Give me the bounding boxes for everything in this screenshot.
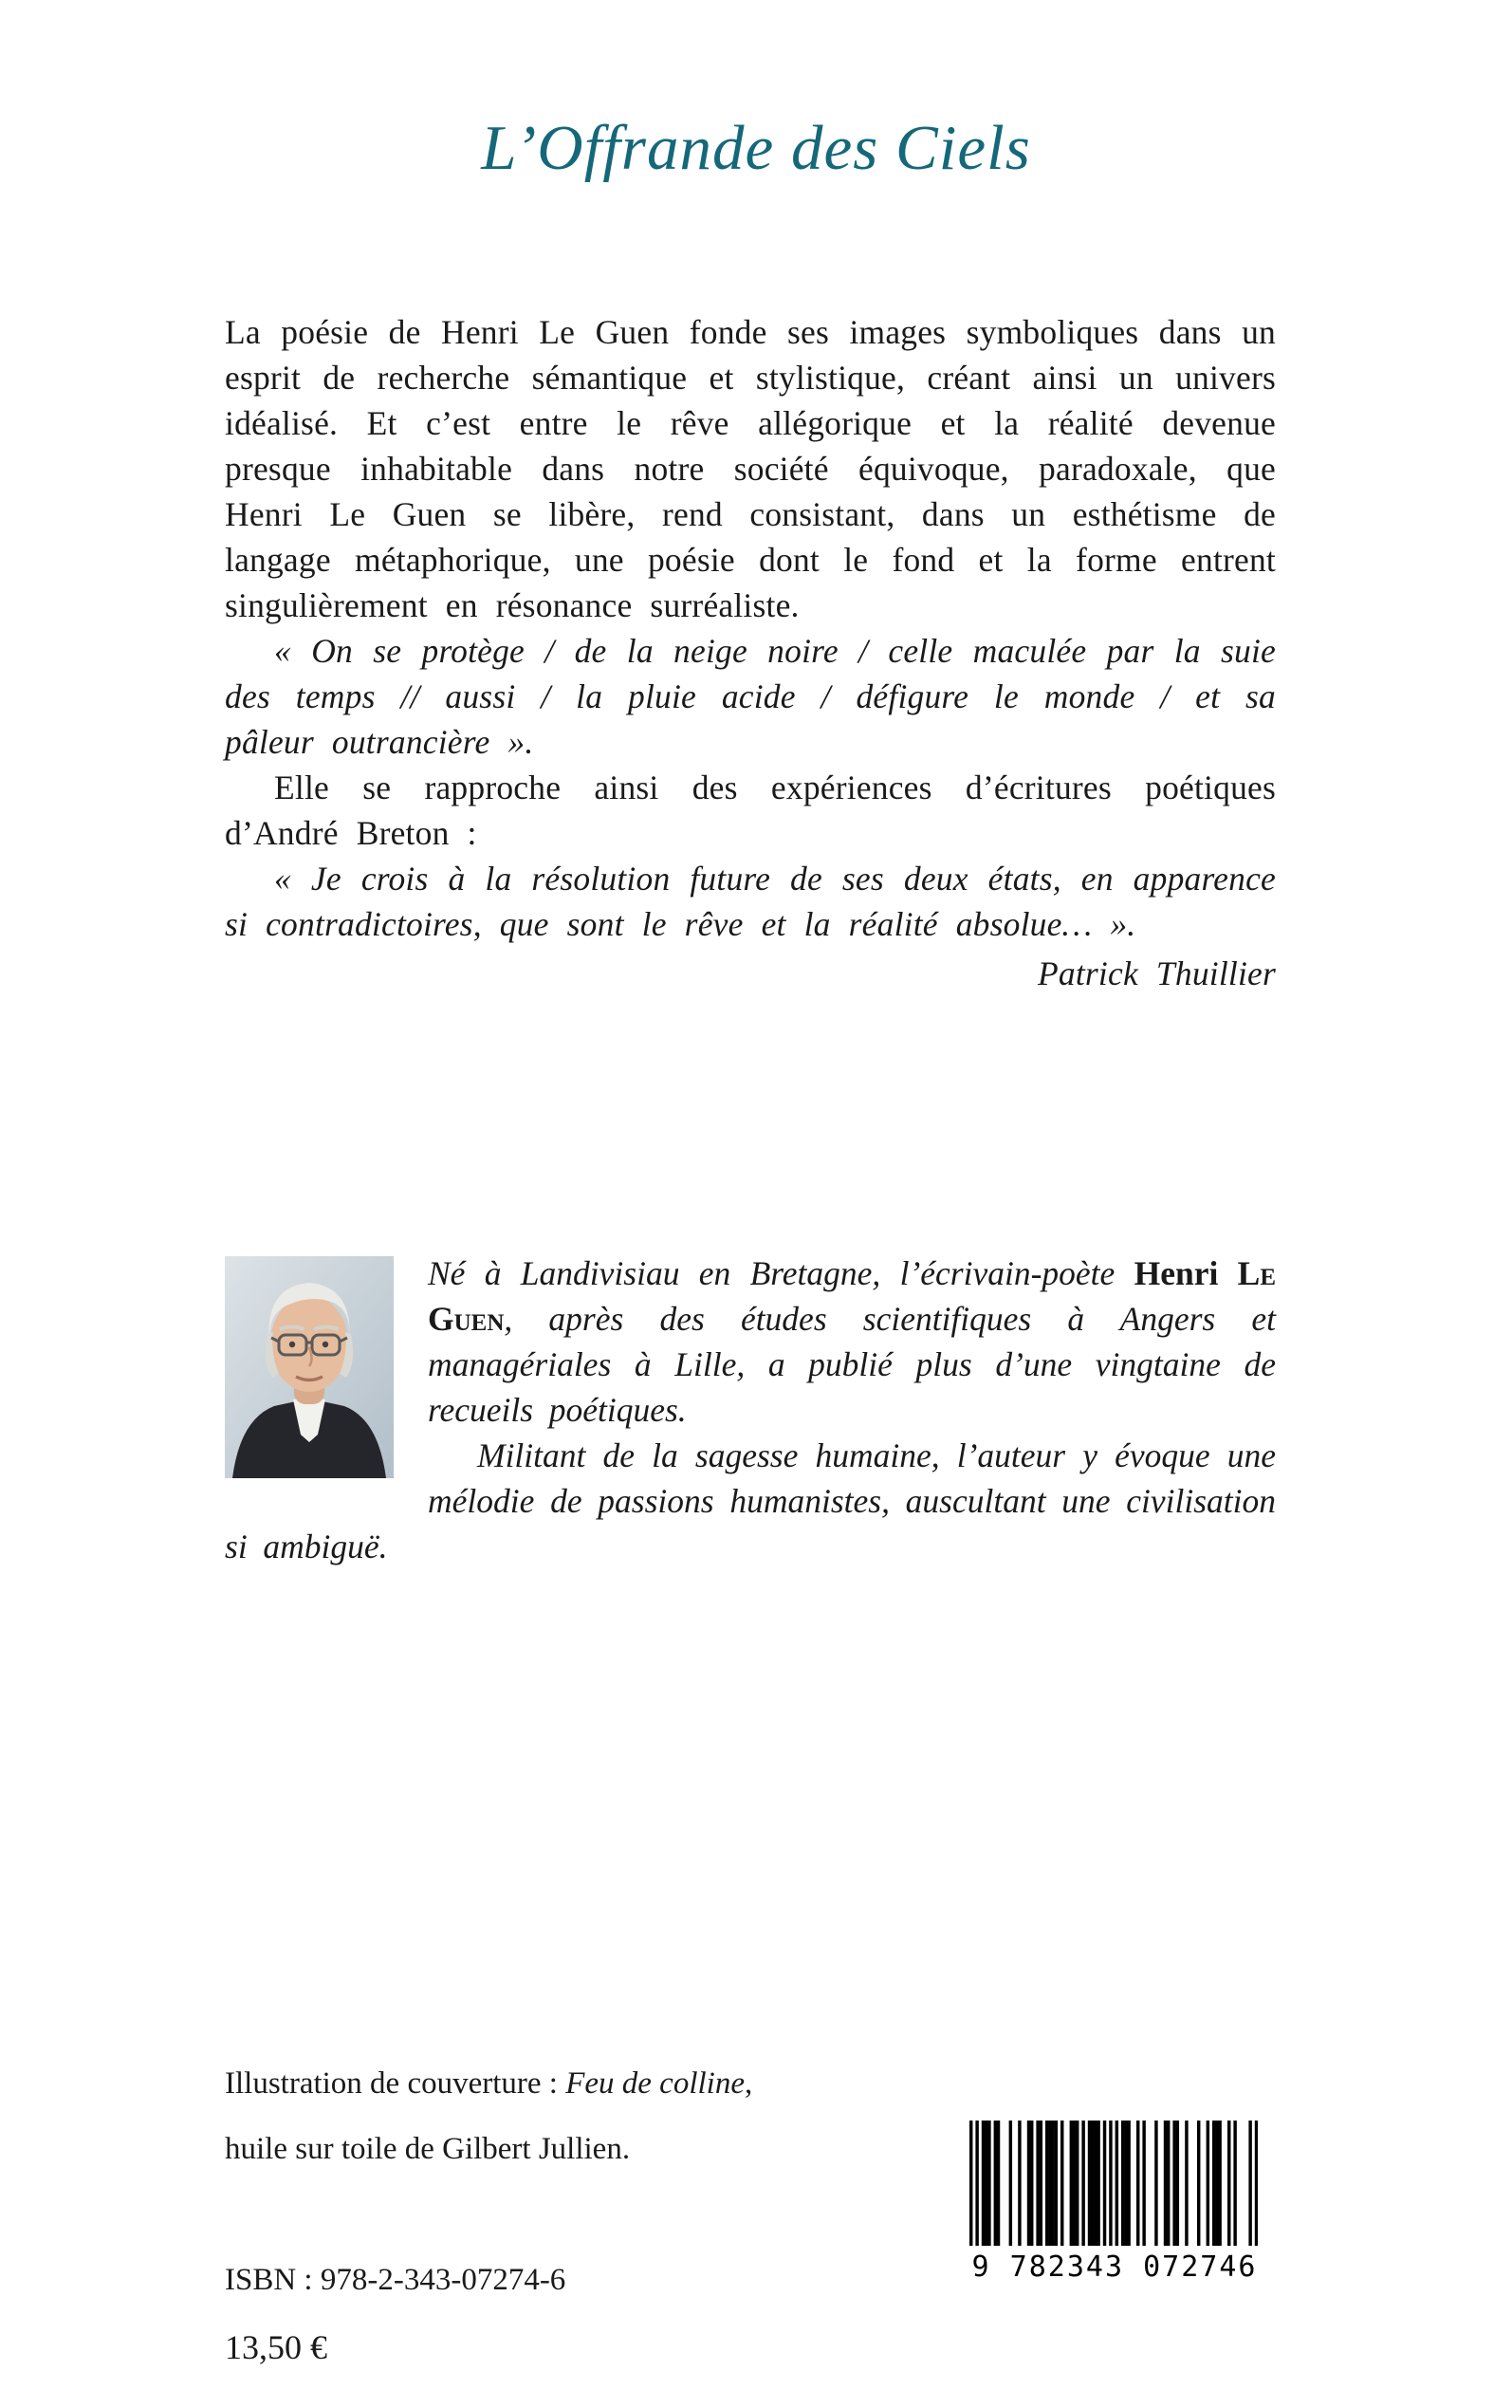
book-title: L’Offrande des Ciels bbox=[481, 113, 1031, 183]
cover-illustration-credit-line-2: huile sur toile de Gilbert Jullien. bbox=[225, 2132, 631, 2166]
author-name: Henri Le Guen bbox=[428, 1254, 1276, 1338]
bio-intro-text: Né à Landivisiau en Bretagne, l’écrivain-poète bbox=[428, 1254, 1116, 1292]
isbn-text: ISBN : 978-2-343-07274-6 bbox=[225, 2263, 566, 2297]
quote-attribution: Patrick Thuillier bbox=[1038, 954, 1276, 992]
breton-quote: « Je crois à la résolution future de ses deux états, en apparence si contradictoires, que sont le rêve et la réalité absolue… ». bbox=[225, 860, 1276, 943]
barcode-bars bbox=[969, 2121, 1258, 2246]
cover-illustration-credit-line-1 bbox=[225, 2066, 752, 2102]
poetry-quote: « On se protège / de la neige noire / celle maculée par la suie des temps // aussi / la pluie acide / défigure le monde / et sa pâleur outrancière ». bbox=[225, 632, 1276, 761]
author-bio bbox=[225, 1250, 1276, 1569]
synopsis-paragraph-1: La poésie de Henri Le Guen fonde ses images symboliques dans un esprit de recherche sémantique et stylistique, créant ainsi un univers idéalisé. Et c’est entre le rêve allégorique et la réalité devenue presque inhabitable dans notre société équivoque, paradoxale, que Henri Le Guen se libère, rend consistant, dans un esthétisme de langage métaphorique, une poésie dont le fond et la forme entrent singulièrement en résonance surréaliste. bbox=[225, 313, 1276, 624]
illustration-credit-prefix: Illustration de couverture : bbox=[225, 2066, 566, 2101]
synopsis-paragraph-2: Elle se rapproche ainsi des expériences d’écritures poétiques d’André Breton : bbox=[225, 769, 1276, 852]
author-portrait-image bbox=[225, 1256, 394, 1478]
ean13-barcode bbox=[969, 2121, 1260, 2289]
price-text: 13,50 € bbox=[225, 2328, 327, 2366]
bio-rest-text: , après des études scientifiques à Angers et managériales à Lille, a publié plus d’une vingtaine de recueils poétiques. bbox=[428, 1300, 1276, 1429]
synopsis bbox=[225, 309, 1276, 996]
bio-paragraph-2: Militant de la sagesse humaine, l’auteur y évoque une mélodie de passions humanistes, auscultant une civilisation si ambiguë. bbox=[225, 1436, 1276, 1565]
author-photo bbox=[225, 1256, 394, 1478]
illustration-credit-suffix: , bbox=[744, 2066, 753, 2101]
illustration-title: Feu de colline bbox=[565, 2066, 745, 2101]
barcode-number: 9 782343 072746 bbox=[971, 2251, 1258, 2284]
